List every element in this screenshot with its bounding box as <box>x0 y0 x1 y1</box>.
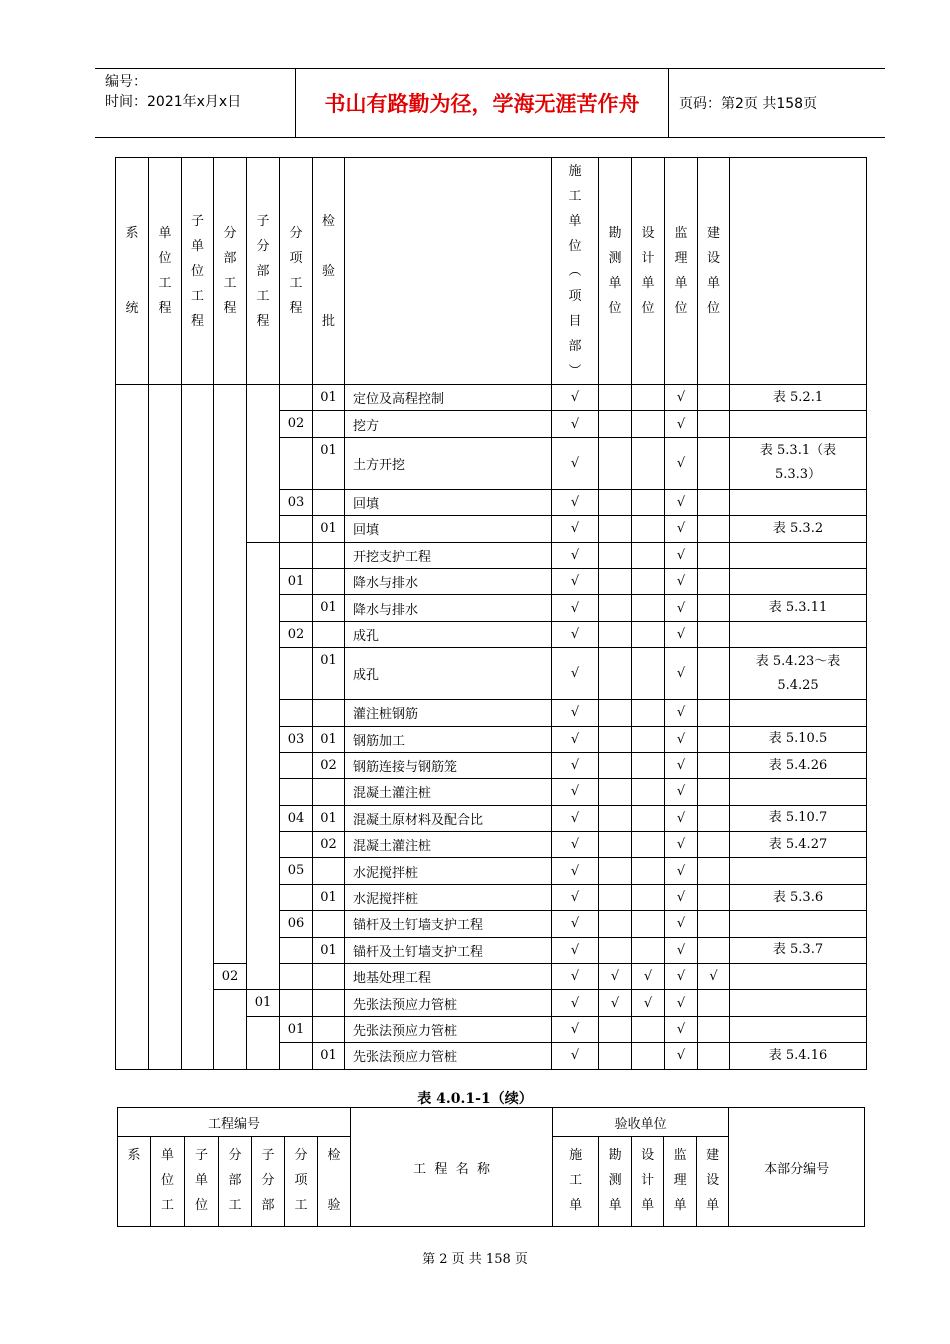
form-reference: 表 5.10.7 <box>730 805 867 831</box>
check-mark <box>632 542 665 568</box>
batch-code: 02 <box>313 752 345 778</box>
batch-code <box>313 858 345 884</box>
item-name: 灌注桩钢筋 <box>345 700 552 726</box>
check-mark: √ <box>552 1043 599 1069</box>
check-mark <box>599 884 632 910</box>
column-header: 设 计 单 位 <box>632 158 665 385</box>
header-slogan: 书山有路勤为径，学海无涯苦作舟 <box>296 69 669 137</box>
item-code <box>280 779 313 805</box>
item-name: 降水与排水 <box>345 568 552 594</box>
check-mark: √ <box>599 990 632 1016</box>
inspection-table <box>115 157 867 1070</box>
item-code <box>280 516 313 542</box>
item-code <box>280 595 313 621</box>
item-name: 土方开挖 <box>345 437 552 489</box>
check-mark <box>698 937 730 963</box>
check-mark: √ <box>665 568 698 594</box>
column-header: 系 统 <box>116 158 149 385</box>
code-cell: 01 <box>247 990 280 1016</box>
check-mark <box>632 648 665 700</box>
code-cell <box>247 385 280 543</box>
form-reference <box>730 568 867 594</box>
check-mark <box>599 489 632 515</box>
page-header <box>95 68 885 138</box>
item-code: 01 <box>280 1016 313 1042</box>
check-mark: √ <box>665 595 698 621</box>
column-header: 监 理 单 位 <box>665 158 698 385</box>
check-mark <box>599 1043 632 1069</box>
form-reference: 表 5.4.26 <box>730 752 867 778</box>
code-subheader: 分 部 工 <box>219 1137 252 1227</box>
doc-date: 时间：2021年x月x日 <box>105 94 242 110</box>
check-mark: √ <box>599 964 632 990</box>
check-mark: √ <box>552 568 599 594</box>
check-mark <box>599 911 632 937</box>
table-row <box>116 990 867 1016</box>
item-name: 水泥搅拌桩 <box>345 884 552 910</box>
code-cell <box>116 385 149 1070</box>
check-mark <box>599 621 632 647</box>
code-subheader: 检 验 <box>318 1137 351 1227</box>
item-name: 钢筋加工 <box>345 726 552 752</box>
check-mark <box>698 858 730 884</box>
column-header: 勘 测 单 位 <box>599 158 632 385</box>
item-name: 挖方 <box>345 411 552 437</box>
check-mark <box>698 911 730 937</box>
check-mark <box>698 990 730 1016</box>
check-mark <box>698 621 730 647</box>
check-mark <box>599 411 632 437</box>
check-mark <box>632 437 665 489</box>
check-mark: √ <box>552 621 599 647</box>
check-mark: √ <box>552 385 599 411</box>
check-mark: √ <box>665 542 698 568</box>
check-mark: √ <box>552 489 599 515</box>
check-mark <box>698 805 730 831</box>
batch-code <box>313 964 345 990</box>
form-reference <box>730 858 867 884</box>
item-code <box>280 1043 313 1069</box>
check-mark <box>698 411 730 437</box>
code-subheader: 单 位 工 <box>151 1137 185 1227</box>
check-mark <box>599 648 632 700</box>
check-mark: √ <box>552 1016 599 1042</box>
code-cell <box>214 385 247 964</box>
check-mark <box>632 1043 665 1069</box>
column-header: 分 项 工 程 <box>280 158 313 385</box>
code-cell <box>247 1016 280 1069</box>
code-subheader: 子 单 位 <box>185 1137 219 1227</box>
table-row <box>116 964 867 990</box>
item-code <box>280 964 313 990</box>
check-mark: √ <box>632 990 665 1016</box>
column-header: 子 分 部 工 程 <box>247 158 280 385</box>
batch-code <box>313 1016 345 1042</box>
check-mark <box>632 858 665 884</box>
check-mark: √ <box>552 805 599 831</box>
item-name: 锚杆及土钉墙支护工程 <box>345 911 552 937</box>
column-header: 施 工 单 位 ︵ 项 目 部 ︶ <box>552 158 599 385</box>
check-mark <box>632 621 665 647</box>
check-mark <box>698 700 730 726</box>
form-reference: 表 5.4.23～表 5.4.25 <box>730 648 867 700</box>
check-mark: √ <box>665 489 698 515</box>
check-mark: √ <box>552 516 599 542</box>
check-mark <box>632 779 665 805</box>
table-row <box>116 385 867 411</box>
item-code: 03 <box>280 726 313 752</box>
unit-subheader: 施 工 单 <box>553 1137 599 1227</box>
item-name: 钢筋连接与钢筋笼 <box>345 752 552 778</box>
code-subheader: 分 项 工 <box>285 1137 318 1227</box>
item-code: 02 <box>280 621 313 647</box>
form-reference: 表 5.3.2 <box>730 516 867 542</box>
form-reference: 表 5.3.7 <box>730 937 867 963</box>
check-mark <box>599 568 632 594</box>
check-mark: √ <box>665 937 698 963</box>
check-mark <box>599 805 632 831</box>
check-mark: √ <box>552 595 599 621</box>
group-acceptance-units: 验收单位 <box>553 1108 729 1137</box>
form-reference <box>730 1016 867 1042</box>
check-mark <box>599 700 632 726</box>
batch-code: 01 <box>313 726 345 752</box>
batch-code: 01 <box>313 516 345 542</box>
check-mark <box>599 779 632 805</box>
check-mark: √ <box>552 726 599 752</box>
item-code <box>280 700 313 726</box>
item-code: 02 <box>280 411 313 437</box>
check-mark: √ <box>552 858 599 884</box>
column-header: 检 验 批 <box>313 158 345 385</box>
batch-code: 01 <box>313 937 345 963</box>
code-cell <box>149 385 182 1070</box>
item-code <box>280 648 313 700</box>
column-header: 分 部 工 程 <box>214 158 247 385</box>
check-mark: √ <box>665 411 698 437</box>
check-mark: √ <box>665 1043 698 1069</box>
check-mark <box>698 437 730 489</box>
check-mark <box>632 884 665 910</box>
item-code: 01 <box>280 568 313 594</box>
item-code <box>280 884 313 910</box>
item-code: 04 <box>280 805 313 831</box>
code-cell <box>214 990 247 1069</box>
batch-code: 01 <box>313 1043 345 1069</box>
item-name: 先张法预应力管桩 <box>345 1016 552 1042</box>
unit-subheader: 设 计 单 <box>632 1137 664 1227</box>
check-mark: √ <box>665 700 698 726</box>
check-mark <box>599 752 632 778</box>
check-mark <box>698 779 730 805</box>
check-mark <box>599 858 632 884</box>
code-subheader: 系 <box>118 1137 151 1227</box>
check-mark <box>698 752 730 778</box>
form-reference <box>730 489 867 515</box>
form-reference <box>730 964 867 990</box>
check-mark <box>632 385 665 411</box>
form-reference: 表 5.2.1 <box>730 385 867 411</box>
form-reference: 表 5.3.1（表 5.3.3） <box>730 437 867 489</box>
check-mark: √ <box>665 911 698 937</box>
item-name: 地基处理工程 <box>345 964 552 990</box>
check-mark <box>698 568 730 594</box>
check-mark: √ <box>552 990 599 1016</box>
check-mark <box>632 568 665 594</box>
item-code <box>280 990 313 1016</box>
check-mark <box>698 648 730 700</box>
form-reference <box>730 990 867 1016</box>
item-name: 混凝土灌注桩 <box>345 779 552 805</box>
check-mark <box>632 516 665 542</box>
check-mark <box>698 542 730 568</box>
batch-code <box>313 542 345 568</box>
check-mark <box>599 832 632 858</box>
batch-code <box>313 700 345 726</box>
check-mark <box>632 595 665 621</box>
batch-code <box>313 990 345 1016</box>
check-mark <box>632 832 665 858</box>
form-reference <box>730 779 867 805</box>
form-reference: 表 5.3.11 <box>730 595 867 621</box>
item-code <box>280 437 313 489</box>
item-name: 混凝土原材料及配合比 <box>345 805 552 831</box>
check-mark: √ <box>552 700 599 726</box>
item-code <box>280 937 313 963</box>
item-code <box>280 385 313 411</box>
check-mark <box>632 726 665 752</box>
form-reference: 表 5.10.5 <box>730 726 867 752</box>
check-mark: √ <box>552 911 599 937</box>
check-mark: √ <box>665 516 698 542</box>
item-name: 成孔 <box>345 648 552 700</box>
doc-number: 编号： <box>105 74 147 90</box>
form-reference <box>730 542 867 568</box>
batch-code <box>313 621 345 647</box>
check-mark: √ <box>665 1016 698 1042</box>
check-mark: √ <box>552 832 599 858</box>
batch-code: 01 <box>313 385 345 411</box>
check-mark <box>599 516 632 542</box>
check-mark: √ <box>665 726 698 752</box>
table-caption: 表 4.0.1-1（续） <box>417 1091 533 1107</box>
batch-code <box>313 489 345 515</box>
item-code <box>280 832 313 858</box>
check-mark: √ <box>552 648 599 700</box>
check-mark <box>698 1043 730 1069</box>
item-code: 03 <box>280 489 313 515</box>
check-mark: √ <box>552 937 599 963</box>
check-mark <box>599 385 632 411</box>
form-reference <box>730 700 867 726</box>
column-header <box>730 158 867 385</box>
check-mark <box>698 1016 730 1042</box>
check-mark <box>698 832 730 858</box>
check-mark <box>698 595 730 621</box>
item-name: 降水与排水 <box>345 595 552 621</box>
form-reference <box>730 911 867 937</box>
check-mark <box>698 385 730 411</box>
continuation-table <box>117 1107 865 1227</box>
check-mark <box>698 726 730 752</box>
check-mark <box>599 726 632 752</box>
column-header <box>345 158 552 385</box>
item-code: 05 <box>280 858 313 884</box>
unit-subheader: 勘 测 单 <box>599 1137 632 1227</box>
check-mark <box>698 489 730 515</box>
page-footer: 第 2 页 共 158 页 <box>422 1252 528 1267</box>
code-subheader: 子 分 部 <box>252 1137 285 1227</box>
group-project-code: 工程编号 <box>118 1108 351 1137</box>
check-mark <box>632 1016 665 1042</box>
check-mark: √ <box>665 385 698 411</box>
check-mark: √ <box>665 621 698 647</box>
item-name: 混凝土灌注桩 <box>345 832 552 858</box>
check-mark: √ <box>552 437 599 489</box>
check-mark: √ <box>665 964 698 990</box>
check-mark <box>698 884 730 910</box>
check-mark: √ <box>632 964 665 990</box>
unit-subheader: 监 理 单 <box>664 1137 697 1227</box>
check-mark: √ <box>665 752 698 778</box>
check-mark: √ <box>698 964 730 990</box>
item-name: 成孔 <box>345 621 552 647</box>
batch-code <box>313 411 345 437</box>
check-mark <box>599 595 632 621</box>
check-mark <box>632 700 665 726</box>
project-name-header: 工 程 名 称 <box>351 1108 553 1227</box>
form-reference: 表 5.4.27 <box>730 832 867 858</box>
check-mark <box>632 911 665 937</box>
batch-code: 01 <box>313 884 345 910</box>
check-mark <box>599 437 632 489</box>
item-code: 06 <box>280 911 313 937</box>
header-meta <box>95 69 296 137</box>
form-reference: 表 5.4.16 <box>730 1043 867 1069</box>
column-header: 子 单 位 工 程 <box>182 158 214 385</box>
section-number-header: 本部分编号 <box>729 1108 865 1227</box>
batch-code <box>313 911 345 937</box>
item-name: 开挖支护工程 <box>345 542 552 568</box>
check-mark <box>599 937 632 963</box>
item-name: 锚杆及土钉墙支护工程 <box>345 937 552 963</box>
check-mark <box>599 1016 632 1042</box>
check-mark <box>632 411 665 437</box>
check-mark <box>632 937 665 963</box>
check-mark: √ <box>552 411 599 437</box>
check-mark: √ <box>552 752 599 778</box>
header-page-info: 页码：第2页 共158页 <box>679 96 818 112</box>
check-mark <box>632 752 665 778</box>
check-mark <box>599 542 632 568</box>
check-mark: √ <box>665 990 698 1016</box>
check-mark: √ <box>665 858 698 884</box>
code-cell <box>247 542 280 990</box>
item-name: 定位及高程控制 <box>345 385 552 411</box>
unit-subheader: 建 设 单 <box>697 1137 729 1227</box>
batch-code: 01 <box>313 437 345 489</box>
batch-code <box>313 568 345 594</box>
batch-code: 01 <box>313 805 345 831</box>
check-mark: √ <box>552 964 599 990</box>
form-reference <box>730 621 867 647</box>
batch-code <box>313 779 345 805</box>
code-cell <box>182 385 214 1070</box>
check-mark <box>632 805 665 831</box>
check-mark <box>698 516 730 542</box>
check-mark: √ <box>665 779 698 805</box>
code-cell: 02 <box>214 964 247 990</box>
form-reference: 表 5.3.6 <box>730 884 867 910</box>
batch-code: 02 <box>313 832 345 858</box>
check-mark: √ <box>665 884 698 910</box>
check-mark <box>632 489 665 515</box>
item-name: 回填 <box>345 516 552 542</box>
check-mark: √ <box>552 542 599 568</box>
check-mark: √ <box>552 779 599 805</box>
item-name: 先张法预应力管桩 <box>345 1043 552 1069</box>
check-mark: √ <box>665 437 698 489</box>
item-name: 回填 <box>345 489 552 515</box>
item-code <box>280 542 313 568</box>
column-header: 建 设 单 位 <box>698 158 730 385</box>
form-reference <box>730 411 867 437</box>
item-name: 水泥搅拌桩 <box>345 858 552 884</box>
batch-code: 01 <box>313 595 345 621</box>
check-mark: √ <box>665 805 698 831</box>
item-code <box>280 752 313 778</box>
check-mark: √ <box>665 648 698 700</box>
column-header: 单 位 工 程 <box>149 158 182 385</box>
check-mark: √ <box>665 832 698 858</box>
check-mark: √ <box>552 884 599 910</box>
batch-code: 01 <box>313 648 345 700</box>
item-name: 先张法预应力管桩 <box>345 990 552 1016</box>
